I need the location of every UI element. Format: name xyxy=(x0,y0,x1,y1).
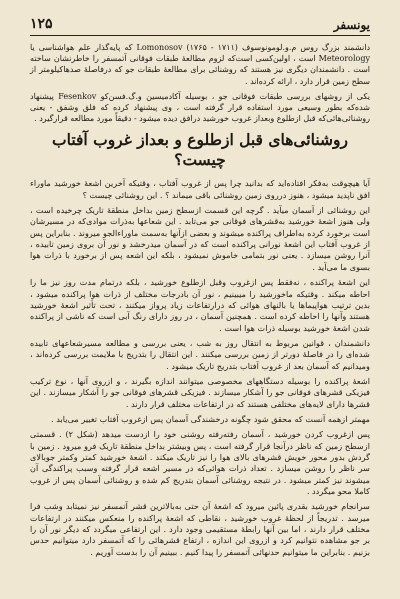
section-title: روشنائی‌های قبل ازطلوع و بعداز غروب آفتاب چیست؟ xyxy=(52,130,348,170)
intro-paragraph-1: دانشمند بزرگ روس م.و.لومونوسوف Lomonosov (۱۷۶۵ - ۱۷۱۱) که پایه‌گذار علم هواشناسی یا Meteorology است ، اولین‌کسی است‌که لزوم مطالعهٔ طبقات فوقانی آتمسفر را خاطرنشان ساخته است . دانشمندان دیگری نیز هستند که روشنائی برای مطالعهٔ طبقات جو که درفاصلهٔ صدهاکیلومتر از سطح زمین قرار دارد ، ارائه کرده‌اند . xyxy=(30,43,371,86)
body-paragraph: پس ازغروب کردن خورشید ، آسمان رفته‌رفته روشنی خود را ازدست میدهد (شکل ۲) . قسمتی ازسطح زمین که ناظر درآنجا قرار گرفته است ، پس وبیشتر بداخل منطقهٔ تاریک فرو میرود . زمین با گردش بدور محور خویش قشرهای بالای هوا را نیز تاریک میکند . اشعهٔ خورشید کمتر وکمتر جوبالای سر ناظر را روشن میسازد . تعداد ذرات هوائی‌که در مسیر اشعه قرار گرفته وسبب پراکندگی آن میشوند نیز کمتر میشود . در نتیجه روشنائی آسمان بتدریج کم شده و روشنائی آسمان پس از غروب کاملا محو میگردد . xyxy=(30,429,370,497)
page-number: ۱۲۵ xyxy=(30,16,53,32)
body-paragraph: سرانجام خورشید بقدری پائین میرود که اشعهٔ آن حتی به‌بالاترین قشر آتمسفر نیز نمیتابد وشب فرا میرسد . تدریجاً از لحظهٔ غروب خورشید ، نقاطی که اشعهٔ پراکنده را منعکس میکنند در ارتفاعات مختلف قرار دارند ، اما بین آنها رابطهٔ مستقیمی وجود دارد . این ارتفاعی میگردد که دیگر نور آن را بر جو مشاهده نتوانیم کرد و ازروی این اندازه ، ارتفاع قشرهائی را که آتمسفر دارد میتوانیم حدس بزنیم . بنابراین ما میتوانیم حدنهائی آتمسفر را پیدا کنیم . ببینیم آن را بدست آوریم . xyxy=(30,501,370,557)
page-header xyxy=(30,10,370,36)
running-title: یونسفر xyxy=(333,18,370,32)
body-paragraph: مهمتر ازهمه آنست که محقق شود چگونه درخشندگی آسمان پس ازغروب آفتاب تغییر می‌یابد . xyxy=(51,413,370,424)
body-paragraph: این روشنائی از آسمان میآید . گرچه این قسمت ازسطح زمین بداخل منطقهٔ تاریک چرخیده است ، ولی هنوز اشعهٔ خورشید به‌قشرهای فوقانی جو می‌تابد . این شعاعها به‌ذرات موادی‌که در مسیرشان است برخورد کرده به‌اطراف پراکنده میشوند و بعضی ازآنها به‌سمت ماوراءالجو میروند . بنابراین پس از غروب آفتاب این اشعهٔ نورانی پراکنده است که در آسمان میدرخشد و نور آن بروی زمین تابیده ، آنرا روشن میسازد . یعنی نور بتمامی خاموش نمیشود ، بلکه این اشعه پس از برخورد با ذرات هوا بسوی ما می‌آید . xyxy=(30,205,370,272)
body-paragraph: اشعهٔ پراکنده را بوسیله دستگاههای مخصوصی میتوانند اندازه بگیرند ، و ازروی آنها ، نوع ترکیب فیزیکی قشرهای فوقانی جو را آشکار میسازند . فیزیکی قشرهای فوقانی جو را آشکار میسازند . این قشرها دارای لایه‌های مختلفی هستند که در ارتفاعات مختلف قرار دارند . xyxy=(30,375,370,409)
intro-paragraph-2: یکی از روشهای بررسی طبقات فوقانی جو ، بوسیله آکادمیسین و.گ.فسن‌کو Fesenkov پیشنهاد شده‌که بطور وسیعی مورد استفاده قرار گرفته است ، وی پیشنهاد کرده که فلق وشفق - یعنی روشنائی‌هائی‌که قبل ازطلوع وبعداز غروب خورشید درافق دیده میشود - دقیقاً مورد مطالعه قرارگیرد . xyxy=(30,91,370,124)
body-paragraph: این اشعهٔ پراکنده ، نه‌فقط پس ازغروب وقبل ازطلوع خورشید ، بلکه درتمام مدت روز نیز ما را احاطه میکند . وقتیکه ماخورشید را میبینیم ، نور آن بادرجات مختلف از ذرات هوا پراکنده میشود ، بدین ترتیب هواپیماها یا بالنهای هوائی که درارتفاعات زیاد پرواز میکنند ، تحت تأثیر اشعهٔ خورشید هستند وآنها را احاطه کرده است . همچنین آسمان ، در روز دارای رنگ آبی است که ناشی از پراکنده شدن اشعهٔ خورشید بوسیله ذرات هوا است . xyxy=(30,277,370,333)
page-body xyxy=(30,42,370,589)
body-paragraph: آیا هیچوقت به‌فکر افتاده‌اید که بدانید چرا پس از غروب آفتاب ، وقتیکه آخرین اشعهٔ خورشید ماوراء افق ناپدید میشود ، هنوز درروی زمین روشنائی باقی میماند ؟ . این روشنائی چیست ؟ xyxy=(30,178,370,200)
body-paragraph: دانشمندان ، قوانین مربوط به انتقال روز به شب ، یعنی بررسی و مطالعه مسیرشعاعهای تابیده شده‌ای را در فاصلهٔ دورتر از زمین بررسی میکنند . این انتقال را بتدریج با ملایمت بررسی کرده‌اند ، ومیدانیم که آسمان بعد از غروب آفتاب بتدریج تاریک میشود . xyxy=(30,337,370,371)
